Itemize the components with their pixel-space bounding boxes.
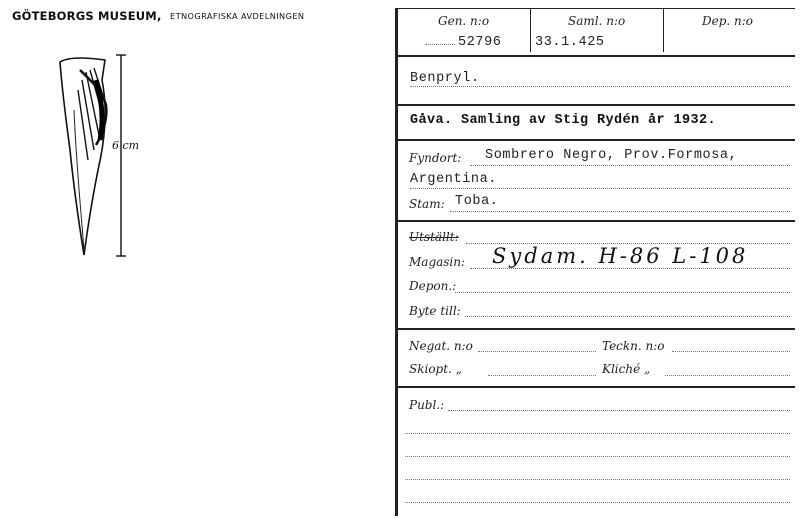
saml-no-value: 33.1.425 <box>535 35 605 50</box>
negat-label: Negat. n:o <box>409 339 473 353</box>
utstallt-label: Utställt: <box>409 230 459 244</box>
dep-no-label: Dep. n:o <box>702 14 754 28</box>
kliche-label: Kliché „ <box>602 362 651 376</box>
measure-label: 6 cm <box>112 139 140 152</box>
publ-label: Publ.: <box>409 398 445 412</box>
fyndort-line-2: Argentina. <box>410 172 498 187</box>
donation-text: Gåva. Samling av Stig Rydén år 1932. <box>410 113 717 128</box>
measure-bar <box>116 55 126 256</box>
col-divider-2 <box>663 8 664 52</box>
object-sketch <box>50 50 180 265</box>
gen-no-label: Gen. n:o <box>438 14 490 28</box>
teckn-label: Teckn. n:o <box>602 339 665 353</box>
object-name: Benpryl. <box>410 71 480 86</box>
magasin-label: Magasin: <box>409 255 466 269</box>
stam-label: Stam: <box>409 197 445 211</box>
skiopt-label: Skiopt. „ <box>409 362 462 376</box>
department-name: ETNOGRAFISKA AVDELNINGEN <box>170 11 305 21</box>
card-left-border <box>395 8 398 516</box>
magasin-value: Sydam. H-86 L-108 <box>492 244 749 268</box>
saml-no-label: Saml. n:o <box>568 14 626 28</box>
col-divider-1 <box>530 8 531 52</box>
museum-name: GÖTEBORGS MUSEUM, <box>12 9 162 23</box>
card-top-border <box>397 8 795 9</box>
depon-label: Depon.: <box>409 279 457 293</box>
gen-no-value: 52796 <box>458 35 502 50</box>
fyndort-line-1: Sombrero Negro, Prov.Formosa, <box>485 148 738 163</box>
fyndort-label: Fyndort: <box>409 151 462 165</box>
bone-awl-drawing <box>60 58 106 255</box>
byte-label: Byte till: <box>409 304 461 318</box>
stam-value: Toba. <box>455 194 499 209</box>
